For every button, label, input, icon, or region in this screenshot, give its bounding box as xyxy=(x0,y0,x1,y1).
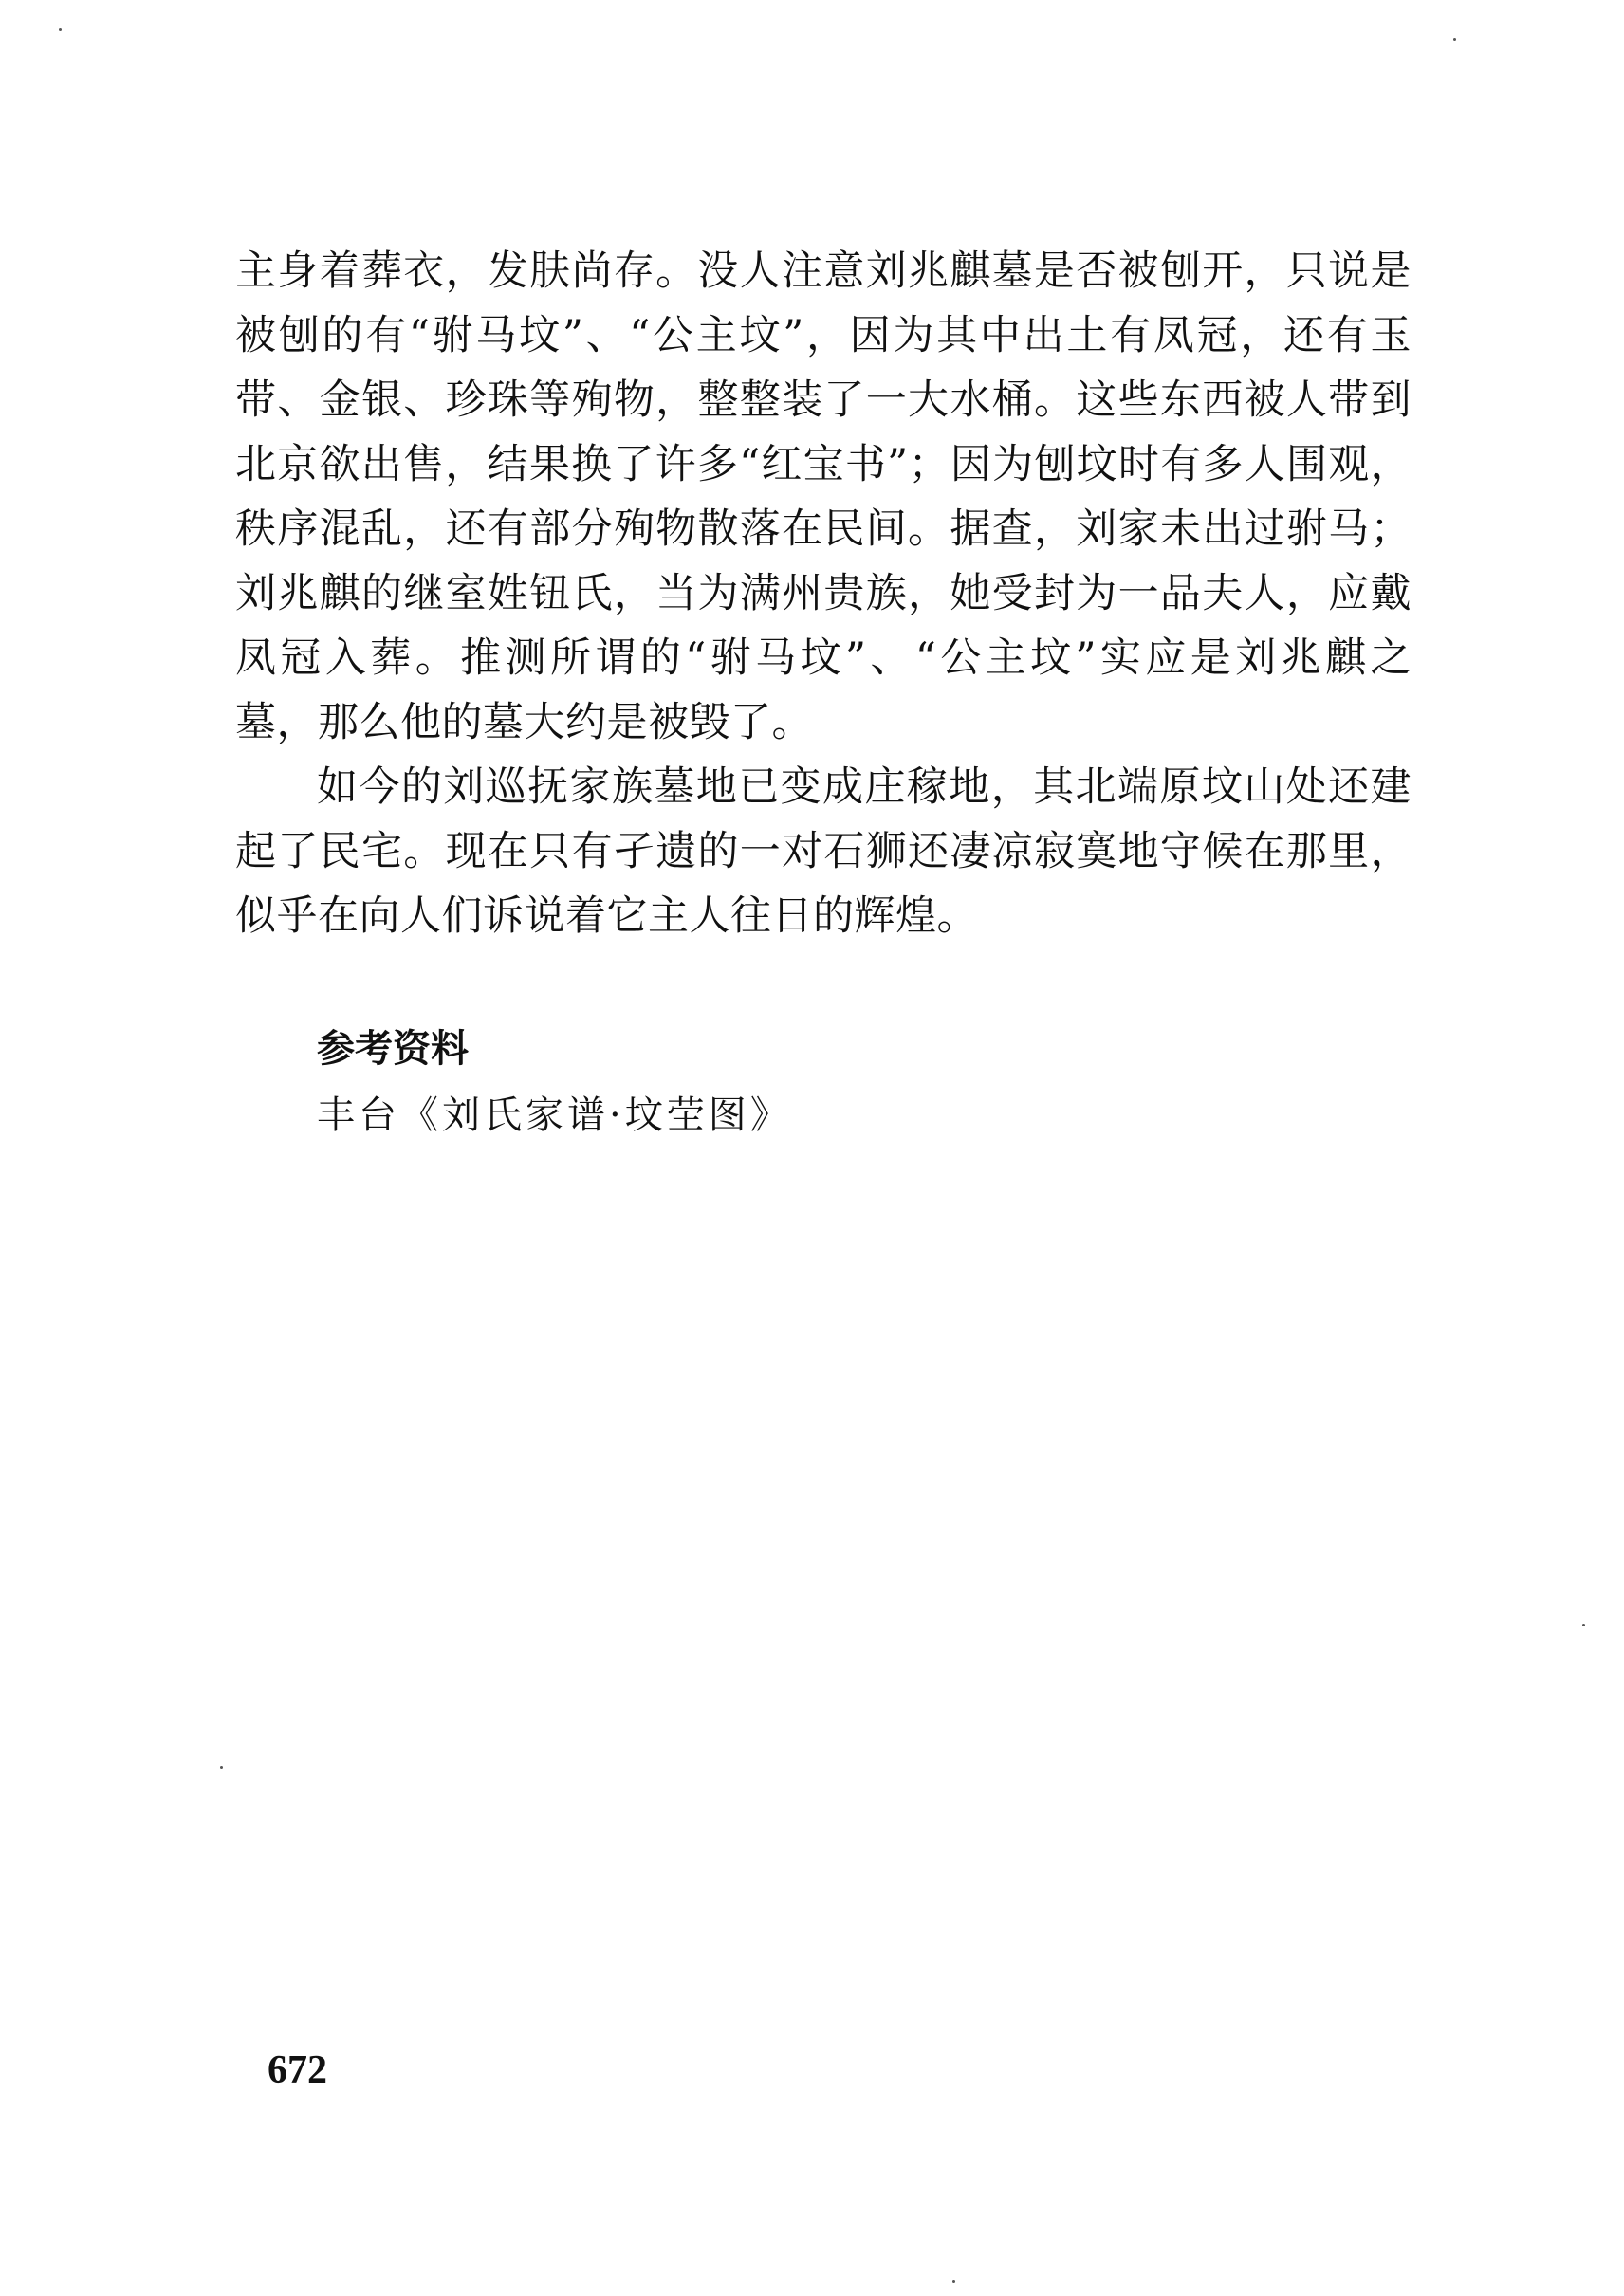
scan-speck xyxy=(1453,38,1456,41)
scan-speck xyxy=(220,1766,223,1769)
page-number: 672 xyxy=(268,2048,327,2092)
text-line: 凤冠入葬。推测所谓的“驸马坟”、“公主坟”实应是刘兆麒之 xyxy=(235,634,1412,682)
text-line: 如今的刘巡抚家族墓地已变成庄稼地，其北端原坟山处还建 xyxy=(317,763,1412,811)
references-heading: 参考资料 xyxy=(317,1027,469,1071)
scan-speck xyxy=(952,2280,955,2283)
text-line: 带、金银、珍珠等殉物，整整装了一大水桶。这些东西被人带到 xyxy=(235,377,1412,424)
text-line: 被刨的有“驸马坟”、“公主坟”，因为其中出土有凤冠，还有玉 xyxy=(235,312,1412,359)
main-text xyxy=(235,239,1412,948)
scan-speck xyxy=(1582,1624,1585,1626)
scan-speck xyxy=(59,28,62,31)
reference-item: 丰台《刘氏家谱·坟茔图》 xyxy=(317,1093,792,1137)
text-line: 北京欲出售，结果换了许多“红宝书”；因为刨坟时有多人围观， xyxy=(235,441,1412,488)
text-line: 主身着葬衣，发肤尚存。没人注意刘兆麒墓是否被刨开，只说是 xyxy=(235,248,1412,295)
text-line: 墓，那么他的墓大约是被毁了。 xyxy=(235,699,813,746)
text-line: 起了民宅。现在只有孑遗的一对石狮还凄凉寂寞地守候在那里， xyxy=(235,828,1412,875)
text-line: 刘兆麒的继室姓钮氏，当为满州贵族，她受封为一品夫人，应戴 xyxy=(235,570,1412,617)
text-line: 秩序混乱，还有部分殉物散落在民间。据查，刘家未出过驸马； xyxy=(235,505,1412,553)
references-section xyxy=(317,1019,1265,1146)
text-line: 似乎在向人们诉说着它主人往日的辉煌。 xyxy=(235,892,978,940)
